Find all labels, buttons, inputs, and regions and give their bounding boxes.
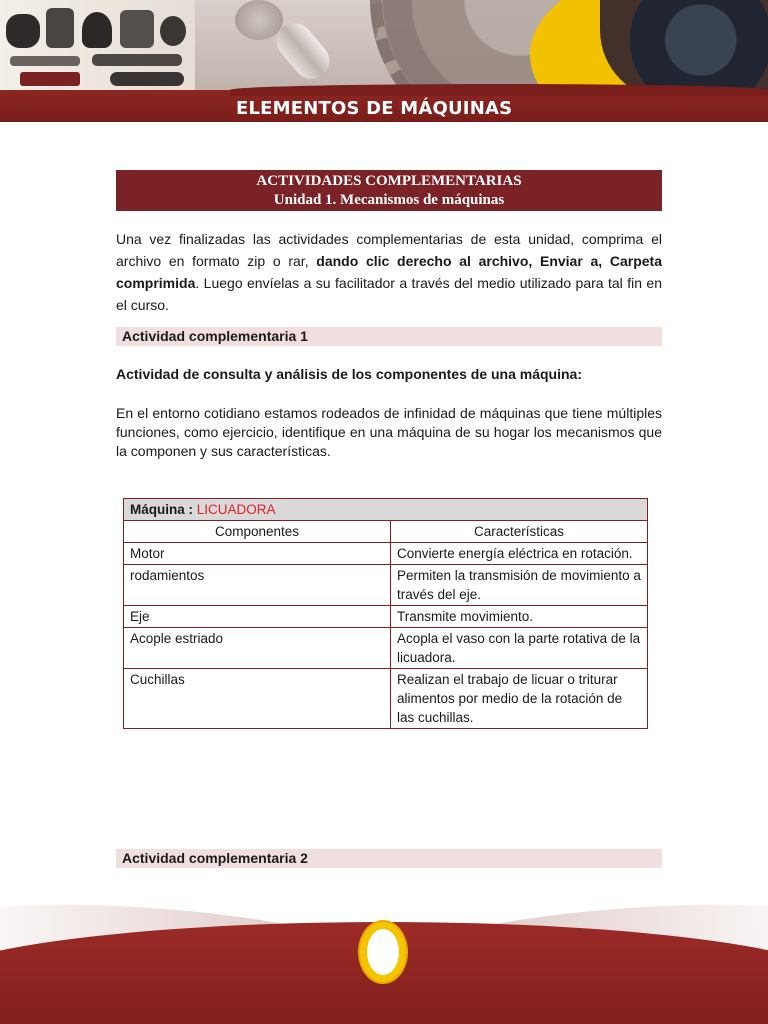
component-cell: Motor	[124, 543, 391, 565]
machine-value: LICUADORA	[196, 502, 276, 517]
engine-parts-image	[0, 0, 195, 92]
header-banner	[0, 0, 768, 122]
components-table	[123, 498, 648, 729]
component-cell: Cuchillas	[124, 669, 391, 729]
intro-paragraph	[116, 228, 662, 316]
activity-1-subheading: Actividad de consulta y análisis de los componentes de una máquina:	[116, 366, 582, 382]
activity-1-heading: Actividad complementaria 1	[116, 327, 662, 346]
component-cell: Acople estriado	[124, 628, 391, 669]
table-row	[124, 628, 648, 669]
component-cell: rodamientos	[124, 565, 391, 606]
intro-text-2: . Luego envíelas a su facilitador a través del medio utilizado para tal fin en el curso.	[116, 275, 662, 313]
table-row	[124, 669, 648, 729]
characteristic-cell: Acopla el vaso con la parte rotativa de la licuadora.	[391, 628, 648, 669]
disc-image	[235, 0, 283, 40]
component-cell: Eje	[124, 606, 391, 628]
banner-title: ELEMENTOS DE MÁQUINAS	[236, 98, 513, 119]
activities-title: ACTIVIDADES COMPLEMENTARIAS	[256, 173, 522, 189]
table-row	[124, 543, 648, 565]
machine-cell	[124, 499, 648, 521]
machine-row	[124, 499, 648, 521]
machine-label: Máquina :	[130, 502, 197, 517]
header-characteristics: Características	[391, 521, 648, 543]
activity-1-description: En el entorno cotidiano estamos rodeados de infinidad de máquinas que tiene múltiples funciones, como ejercicio, identifique en una máquina de su hogar los mecanismos que la componen y sus características.	[116, 405, 662, 459]
characteristic-cell: Transmite movimiento.	[391, 606, 648, 628]
table-header-row	[124, 521, 648, 543]
table-row	[124, 565, 648, 606]
footer-decoration	[0, 900, 768, 1024]
activities-title-box	[116, 170, 662, 211]
activity-2-heading: Actividad complementaria 2	[116, 849, 662, 868]
characteristic-cell: Convierte energía eléctrica en rotación.	[391, 543, 648, 565]
unit-title: Unidad 1. Mecanismos de máquinas	[273, 192, 505, 208]
intro-bold-instructions: dando clic derecho al archivo, Enviar a, Carpeta comprimida	[116, 253, 662, 291]
intro-text-1: Una vez finalizadas las actividades complementarias de esta unidad, comprima el archivo en formato zip o rar,	[116, 231, 662, 269]
characteristic-cell: Realizan el trabajo de licuar o triturar alimentos por medio de la rotación de las cuchillas.	[391, 669, 648, 729]
table-row	[124, 606, 648, 628]
characteristic-cell: Permiten la transmisión de movimiento a través del eje.	[391, 565, 648, 606]
footer-ring-logo	[360, 922, 406, 982]
header-components: Componentes	[124, 521, 391, 543]
